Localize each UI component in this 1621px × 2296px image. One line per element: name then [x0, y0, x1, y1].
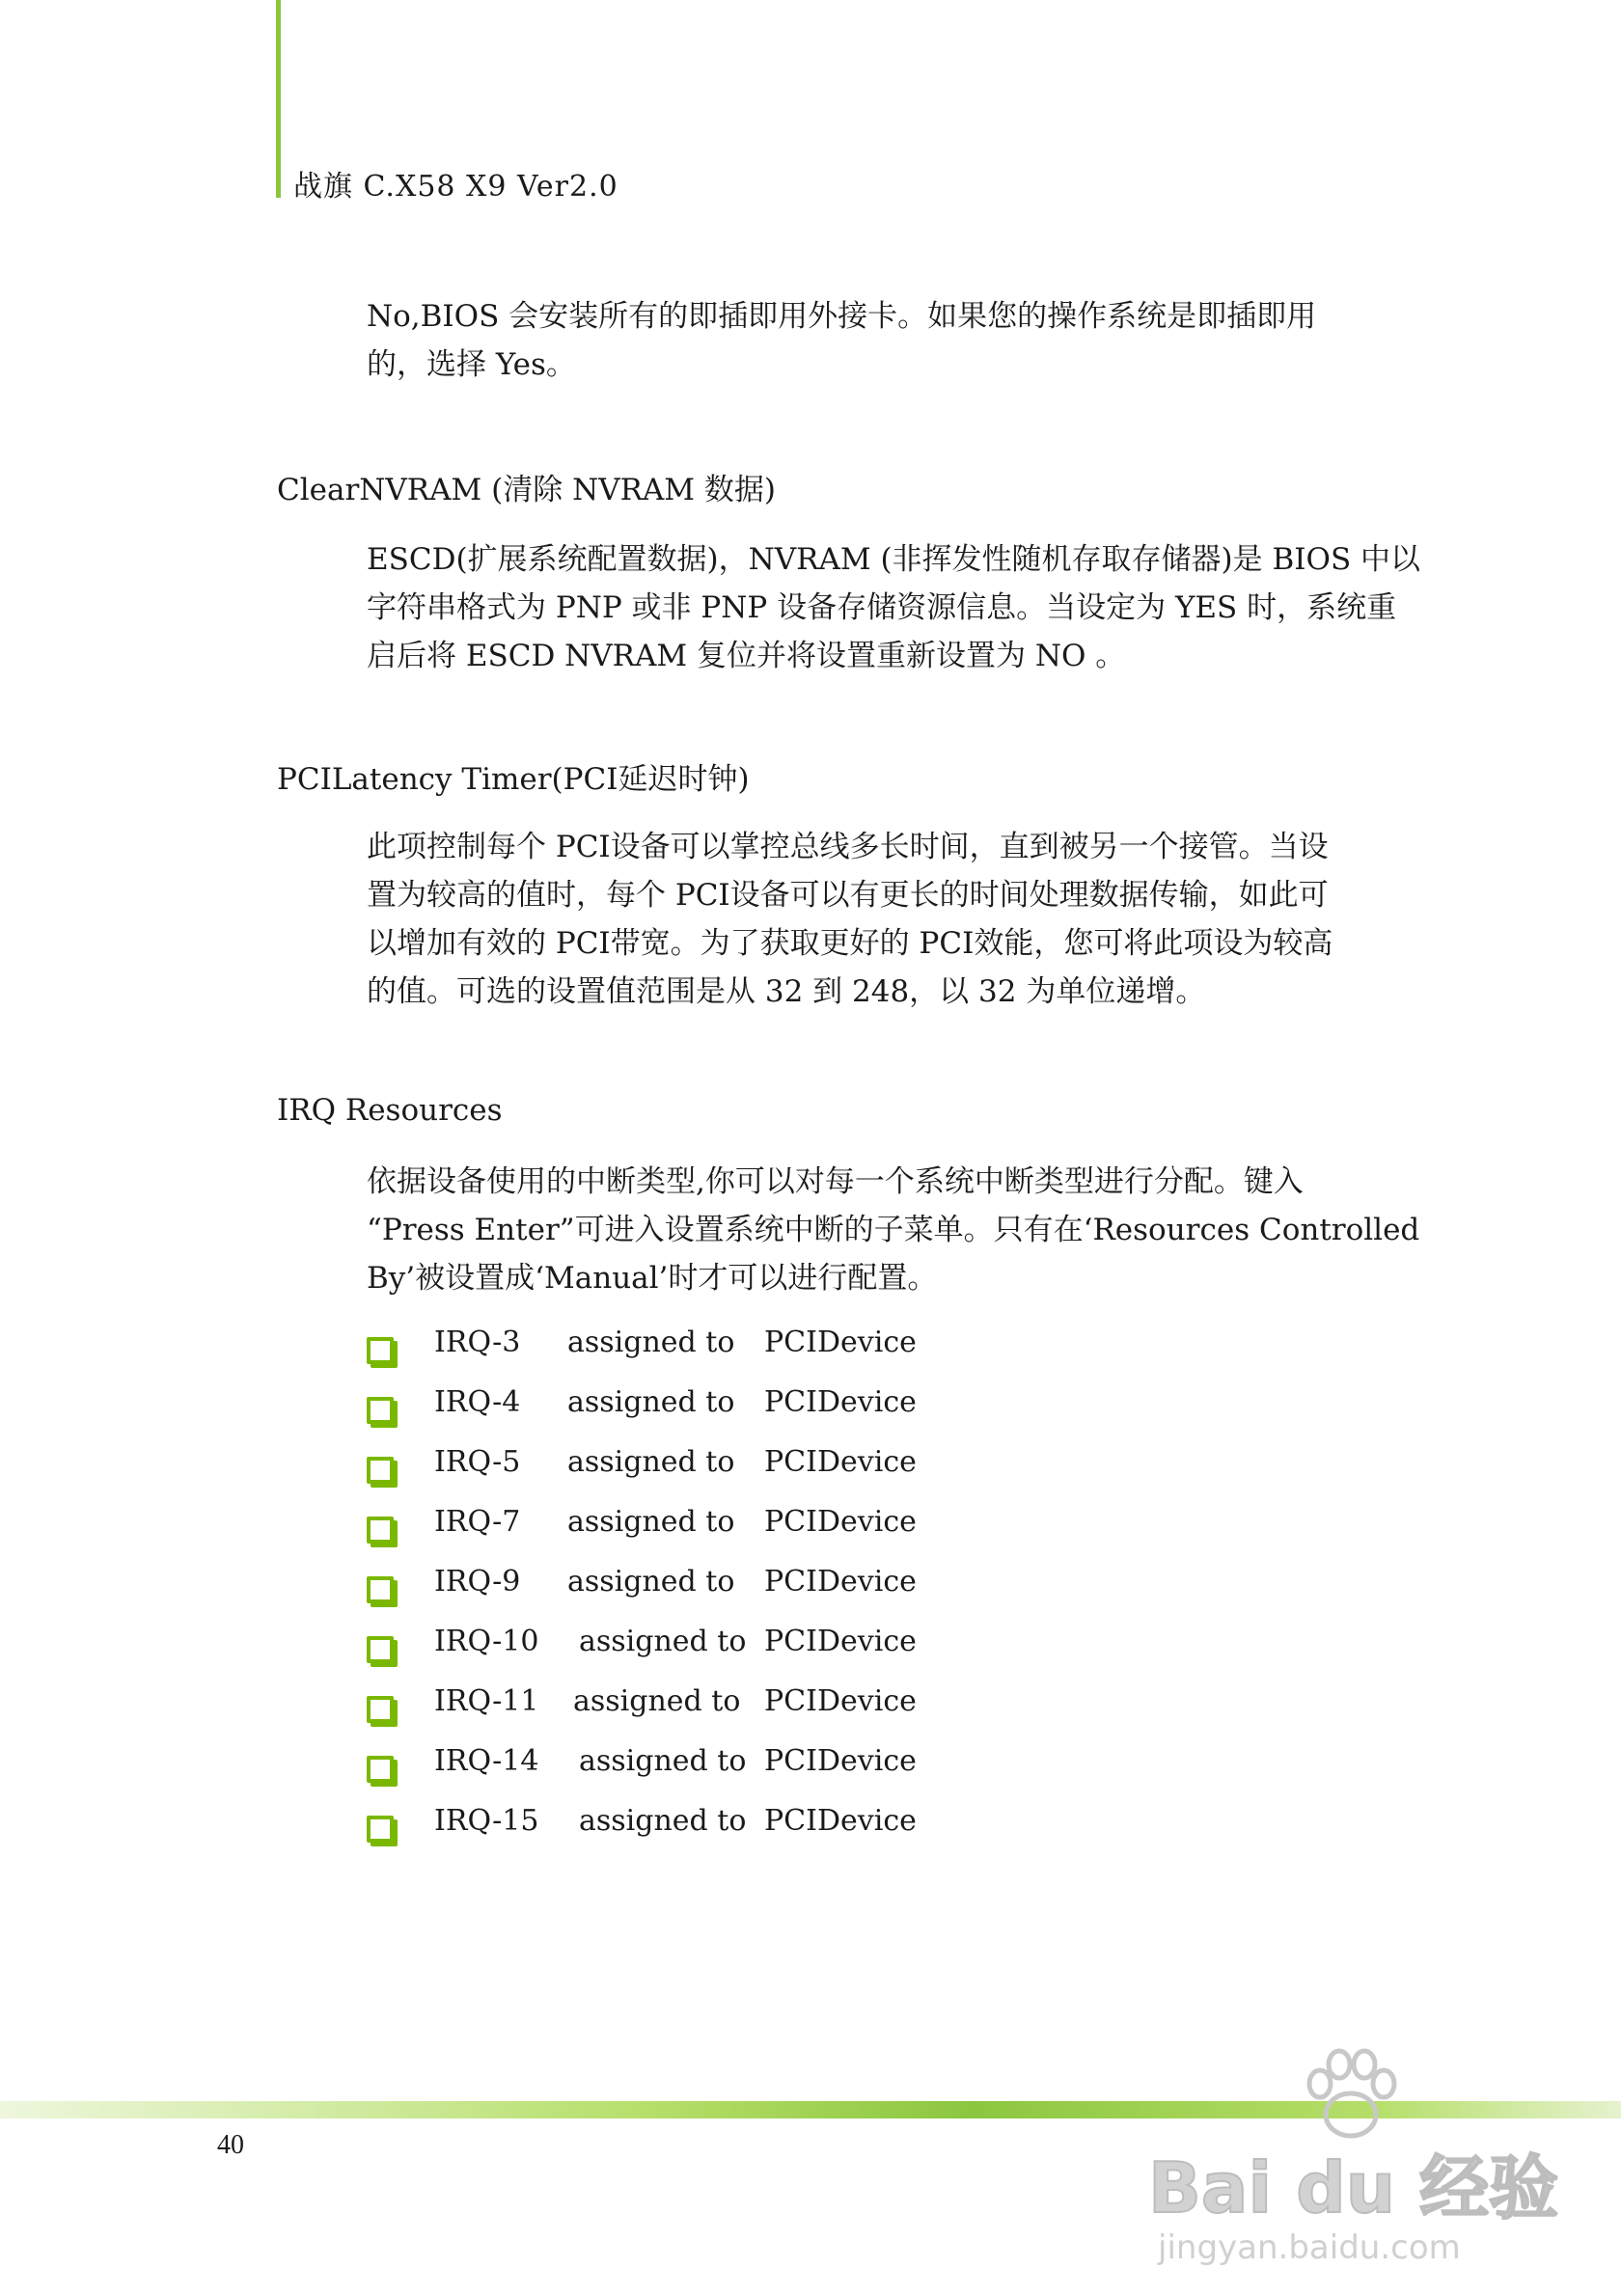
irq-name: IRQ-9: [434, 1565, 521, 1599]
checkbox-bullet-icon: [367, 1457, 394, 1484]
section-body-clear-nvram: [367, 535, 1428, 680]
irq-device: PCIDevice: [764, 1744, 917, 1778]
irq-device: PCIDevice: [764, 1326, 917, 1359]
irq-name: IRQ-14: [434, 1744, 539, 1778]
intro-paragraph: [367, 292, 1428, 389]
irq-list-item: [367, 1565, 1042, 1625]
irq-list-item: [367, 1804, 1042, 1864]
irq-device: PCIDevice: [764, 1385, 917, 1419]
irq-list-item: [367, 1744, 1042, 1804]
irq-list-item: [367, 1505, 1042, 1565]
irq-device: PCIDevice: [764, 1445, 917, 1479]
checkbox-bullet-icon: [367, 1517, 394, 1544]
body-line: 字符串格式为 PNP 或非 PNP 设备存储资源信息。当设定为 YES 时，系统重: [367, 590, 1397, 625]
checkbox-bullet-icon: [367, 1397, 394, 1424]
irq-assign-text: assigned to: [567, 1385, 735, 1419]
irq-list-item: [367, 1326, 1042, 1385]
body-line: By’被设置成‘Manual’时才可以进行配置。: [367, 1261, 938, 1296]
irq-list-item: [367, 1445, 1042, 1505]
checkbox-bullet-icon: [367, 1756, 394, 1783]
body-line: ESCD(扩展系统配置数据)，NVRAM (非挥发性随机存取存储器)是 BIOS 中以: [367, 542, 1421, 577]
irq-list-item: [367, 1625, 1042, 1684]
irq-name: IRQ-15: [434, 1804, 539, 1838]
body-line: 此项控制每个 PCI设备可以掌控总线多长时间，直到被另一个接管。当设: [367, 830, 1329, 864]
body-line: 依据设备使用的中断类型,你可以对每一个系统中断类型进行分配。键入: [367, 1164, 1304, 1199]
section-heading-clear-nvram: ClearNVRAM (清除 NVRAM 数据): [277, 473, 776, 507]
irq-device: PCIDevice: [764, 1804, 917, 1838]
intro-line: No,BIOS 会安装所有的即插即用外接卡。如果您的操作系统是即插即用: [367, 299, 1317, 334]
irq-list-item: [367, 1385, 1042, 1445]
irq-assign-text: assigned to: [567, 1505, 735, 1539]
intro-line: 的，选择 Yes。: [367, 347, 576, 382]
irq-assign-text: assigned to: [579, 1744, 747, 1778]
header-accent-bar: [276, 0, 281, 198]
irq-device: PCIDevice: [764, 1565, 917, 1599]
irq-name: IRQ-4: [434, 1385, 521, 1419]
irq-name: IRQ-5: [434, 1445, 521, 1479]
body-line: 置为较高的值时，每个 PCI设备可以有更长的时间处理数据传输，如此可: [367, 878, 1329, 913]
watermark-brand: Bai du 经验: [1148, 2147, 1559, 2228]
paw-logo-icon: [1293, 2045, 1409, 2142]
irq-name: IRQ-3: [434, 1326, 521, 1359]
body-line: 以增加有效的 PCI带宽。为了获取更好的 PCI效能，您可将此项设为较高: [367, 926, 1333, 961]
irq-list-item: [367, 1684, 1042, 1744]
checkbox-bullet-icon: [367, 1576, 394, 1603]
checkbox-bullet-icon: [367, 1696, 394, 1723]
section-body-pci-latency: [367, 823, 1428, 1016]
section-body-irq-resources: [367, 1158, 1428, 1302]
irq-assign-text: assigned to: [573, 1684, 741, 1718]
watermark-url: jingyan.baidu.com: [1158, 2228, 1461, 2267]
section-heading-irq-resources: IRQ Resources: [277, 1093, 503, 1128]
irq-assign-text: assigned to: [567, 1445, 735, 1479]
baidu-watermark: [1148, 2045, 1559, 2277]
irq-name: IRQ-7: [434, 1505, 521, 1539]
body-line: 启后将 ESCD NVRAM 复位并将设置重新设置为 NO 。: [367, 639, 1126, 673]
irq-device: PCIDevice: [764, 1505, 917, 1539]
checkbox-bullet-icon: [367, 1337, 394, 1364]
irq-assign-text: assigned to: [579, 1804, 747, 1838]
checkbox-bullet-icon: [367, 1816, 394, 1843]
checkbox-bullet-icon: [367, 1636, 394, 1663]
irq-name: IRQ-11: [434, 1684, 539, 1718]
irq-assign-text: assigned to: [567, 1326, 735, 1359]
irq-name: IRQ-10: [434, 1625, 539, 1658]
body-line: 的值。可选的设置值范围是从 32 到 248，以 32 为单位递增。: [367, 974, 1206, 1009]
body-line: “Press Enter”可进入设置系统中断的子菜单。只有在‘Resources Controlled: [367, 1213, 1420, 1247]
irq-list: [367, 1326, 1042, 1864]
section-heading-pci-latency: PCILatency Timer(PCI延迟时钟): [277, 762, 750, 797]
irq-assign-text: assigned to: [567, 1565, 735, 1599]
page-number: 40: [217, 2130, 244, 2160]
irq-device: PCIDevice: [764, 1684, 917, 1718]
irq-assign-text: assigned to: [579, 1625, 747, 1658]
document-header-title: 战旗 C.X58 X9 Ver2.0: [293, 170, 618, 204]
irq-device: PCIDevice: [764, 1625, 917, 1658]
